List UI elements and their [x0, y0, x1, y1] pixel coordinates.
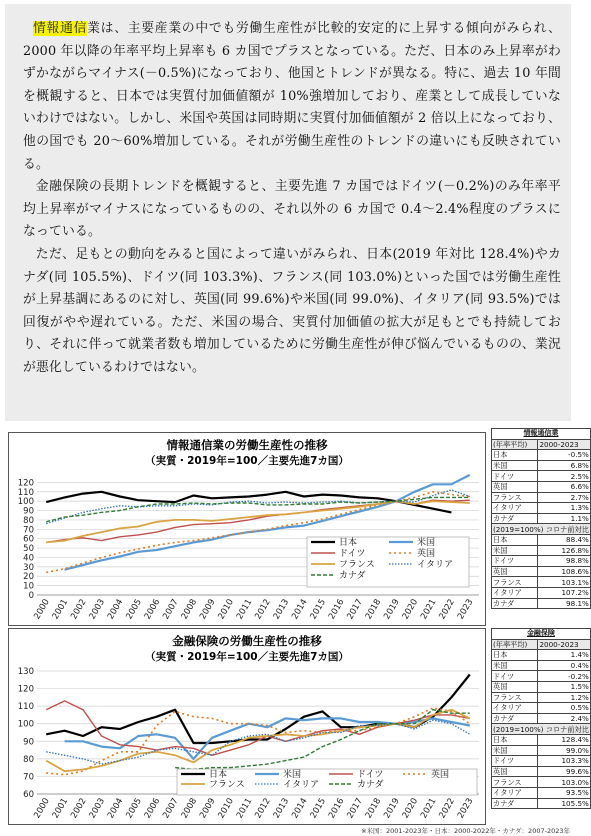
legend-label: ドイツ: [339, 549, 366, 559]
x-tick-label: 2000: [32, 796, 52, 821]
table-cell-country: ドイツ: [492, 671, 538, 682]
chart-svg: [9, 629, 485, 822]
x-tick-label: 2000: [32, 597, 52, 622]
chart-title: 金融保険の労働生産性の推移: [172, 634, 322, 648]
table-cell-value: -0.5%: [538, 450, 590, 461]
table-row: [492, 492, 591, 503]
table-cell-country: 英国: [492, 566, 538, 577]
y-tick-label: 90: [23, 506, 34, 517]
table-row: [492, 534, 591, 545]
x-tick-label: 2001: [50, 597, 71, 622]
table-cell-country: ドイツ: [492, 556, 538, 567]
paragraph-3: ただ、足もとの動向をみると国によって違いがみられ、日本(2019 年対比 128.4%)やカナダ(同 105.5%)、ドイツ(同 103.3%)、フランス(同 103.0%)といった国では労働生産性が上昇基調にあるのに対し、英国(同 99.6%)や米国(同 99.0%)、イタリア(同 93.5%)では回復がやや遅れている。ただ、米国の場合、実質付加価値の拡大が足もとでも持続しており、それに伴って就業者数も増加しているために労働生産性が伸び悩んでいるものの、業況が悪化しているわけではない。: [23, 246, 561, 375]
x-tick-label: 2021: [419, 597, 439, 622]
x-tick-label: 2008: [179, 796, 200, 821]
y-tick-label: 50: [23, 544, 34, 555]
table-cell-country: フランス: [492, 492, 538, 503]
table-row: [492, 503, 591, 514]
table-cell-country: フランス: [492, 577, 538, 588]
x-tick-label: 2023: [455, 597, 476, 622]
x-tick-label: 2016: [326, 597, 347, 622]
body-text: [5, 4, 571, 421]
table-row: [492, 713, 591, 724]
table-row: [492, 798, 591, 809]
x-tick-label: 2006: [142, 597, 163, 622]
table-header-period: 2000-2023: [538, 439, 590, 450]
table-cell-value: 2.7%: [538, 492, 590, 503]
x-tick-label: 2014: [290, 796, 310, 821]
table-header-covid: (2019=100%) コロナ前対比: [493, 524, 589, 534]
chart-title: 情報通信業の労働生産性の推移: [166, 438, 328, 452]
table-cell-value: 0.4%: [538, 660, 590, 671]
table-row: [492, 756, 591, 767]
chart-subtitle: （実質・2019年=100／主要先進7カ国）: [145, 651, 349, 663]
table-cell-value: 2.4%: [538, 713, 590, 724]
table-cell-country: 英国: [492, 481, 538, 492]
table-cell-country: 米国: [492, 660, 538, 671]
table-ict-growth: [491, 428, 591, 609]
footnote: ※米国：2001-2023年・日本：2000-2022年・カナダ：2007-2023年: [361, 827, 570, 835]
y-tick-label: 100: [17, 719, 34, 730]
x-tick-label: 2002: [69, 796, 89, 821]
chart-subtitle: （実質・2019年=100／主要先進7カ国）: [145, 455, 349, 467]
table-row: [492, 745, 591, 756]
table-cell-country: イタリア: [492, 503, 538, 514]
y-tick-label: 130: [17, 667, 34, 677]
series-line-日本: [46, 675, 470, 744]
y-tick-label: 80: [23, 515, 34, 526]
y-tick-label: 40: [23, 553, 34, 564]
table-cell-country: 日本: [492, 734, 538, 745]
legend-label: 日本: [209, 770, 228, 780]
table-header-period: 2000-2023: [538, 639, 590, 650]
table-cell-value: 6.6%: [538, 481, 590, 492]
series-line-イタリア: [46, 720, 470, 764]
table-cell-value: 93.5%: [538, 787, 590, 798]
y-tick-label: 70: [23, 525, 34, 536]
legend-label: イタリア: [417, 560, 454, 570]
x-tick-label: 2022: [437, 796, 457, 821]
legend-label: 米国: [283, 770, 302, 780]
legend-label: フランス: [209, 780, 245, 790]
table-cell-value: 103.0%: [538, 777, 590, 788]
table-cell-country: イタリア: [492, 703, 538, 714]
x-tick-label: 2022: [437, 597, 457, 622]
x-tick-label: 2002: [69, 597, 89, 622]
highlighted-term: 情報通信: [33, 21, 88, 36]
x-tick-label: 2015: [308, 597, 329, 622]
table-cell-value: 1.1%: [538, 513, 590, 524]
x-tick-label: 2005: [124, 597, 144, 622]
table-row: [492, 777, 591, 788]
table-cell-value: 88.4%: [538, 534, 590, 545]
x-tick-label: 2012: [253, 796, 273, 821]
x-tick-label: 2020: [400, 796, 421, 821]
table-row: [492, 481, 591, 492]
y-tick-label: 110: [17, 487, 34, 498]
paragraph-2: 金融保険の長期トレンドを概観すると、主要先進 7 カ国ではドイツ(－0.2%)のみ年率平均上昇率がマイナスになっているものの、それ以外の 6 カ国で 0.4～2.4%程度のプラスになっている。: [23, 179, 561, 240]
y-tick-label: 80: [23, 754, 34, 765]
x-tick-label: 2010: [216, 597, 236, 622]
table-row: [492, 556, 591, 567]
table-cell-value: 2.5%: [538, 471, 590, 482]
table-row: [492, 450, 591, 461]
chart-svg: [9, 433, 485, 623]
table-cell-value: 98.1%: [538, 598, 590, 609]
table-cell-value: 108.6%: [538, 566, 590, 577]
table-caption: 金融保険: [492, 629, 591, 640]
table-cell-country: 日本: [492, 650, 538, 661]
table-cell-value: 103.1%: [538, 577, 590, 588]
legend-label: カナダ: [357, 780, 384, 790]
x-tick-label: 2018: [363, 597, 384, 622]
table-cell-country: ドイツ: [492, 471, 538, 482]
table-cell-country: 米国: [492, 545, 538, 556]
table-row: [492, 671, 591, 682]
x-tick-label: 2009: [198, 796, 218, 821]
legend-label: 日本: [339, 538, 358, 548]
x-tick-label: 2023: [455, 796, 476, 821]
series-line-フランス: [46, 501, 470, 542]
table-row: [492, 692, 591, 703]
x-tick-label: 2004: [105, 597, 126, 622]
table-caption: 情報通信業: [492, 429, 591, 440]
table-cell-value: 107.2%: [538, 587, 590, 598]
table-cell-value: 105.5%: [538, 798, 590, 809]
x-tick-label: 2015: [308, 796, 329, 821]
x-tick-label: 2003: [87, 796, 108, 821]
x-tick-label: 2007: [161, 597, 181, 622]
y-tick-label: 70: [23, 772, 34, 783]
table-row: [492, 513, 591, 524]
y-tick-label: 10: [23, 581, 34, 592]
table-cell-value: 1.5%: [538, 681, 590, 692]
table-cell-country: カナダ: [492, 713, 538, 724]
y-tick-label: 120: [17, 684, 34, 695]
legend-label: 米国: [417, 538, 436, 548]
table-row: [492, 598, 591, 609]
x-tick-label: 2013: [271, 796, 292, 821]
series-line-ドイツ: [46, 500, 470, 542]
y-tick-label: 30: [23, 562, 34, 573]
paragraph-1: [23, 18, 561, 176]
x-tick-label: 2019: [382, 597, 402, 622]
x-tick-label: 2012: [253, 597, 273, 622]
x-tick-label: 2011: [234, 796, 255, 821]
x-tick-label: 2021: [419, 796, 439, 821]
legend-label: イタリア: [283, 780, 320, 790]
chart-finance-productivity: [8, 628, 486, 825]
table-finance-growth: [491, 628, 591, 809]
table-cell-country: カナダ: [492, 513, 538, 524]
x-tick-label: 2001: [50, 796, 71, 821]
table-cell-country: イタリア: [492, 787, 538, 798]
table-cell-value: 0.5%: [538, 703, 590, 714]
table-cell-country: 日本: [492, 534, 538, 545]
table-cell-value: 98.8%: [538, 556, 590, 567]
table-row: [492, 787, 591, 798]
y-tick-label: 20: [23, 572, 34, 583]
table-row: [492, 460, 591, 471]
y-tick-label: 120: [17, 478, 34, 489]
table-cell-value: -0.2%: [538, 671, 590, 682]
x-tick-label: 2005: [124, 796, 144, 821]
table-row: [492, 681, 591, 692]
x-tick-label: 2003: [87, 597, 108, 622]
legend-label: ドイツ: [357, 770, 384, 780]
table-row: [492, 766, 591, 777]
y-tick-label: 0: [28, 591, 34, 601]
table-cell-country: イタリア: [492, 587, 538, 598]
table-cell-country: フランス: [492, 777, 538, 788]
paragraph-1-text: 業は、主要産業の中でも労働生産性が比較的安定的に上昇する傾向がみられ、2000 年以降の年率平均上昇率も 6 カ国でプラスとなっている。ただ、日本のみ上昇率がわずかながらマイナス(－0.5%)になっており、他国とトレンドが異なる。特に、過去 10 年間を概観すると、日本では実質付加価値額が 10%強増加しており、産業として成長していないわけではない。しかし、米国や英国は同時期に実質付加価値額が 2 倍以上になっており、他の国でも 20～60%増加している。それが労働生産性のトレンドの違いにも反映されている。: [23, 21, 561, 172]
table-row: [492, 577, 591, 588]
y-tick-label: 60: [23, 534, 34, 545]
legend-label: 英国: [431, 770, 450, 780]
table-cell-country: 英国: [492, 681, 538, 692]
x-tick-label: 2004: [105, 796, 126, 821]
table-row: [492, 587, 591, 598]
table-cell-country: 英国: [492, 766, 538, 777]
table-cell-value: 128.4%: [538, 734, 590, 745]
table-header: (年率平均): [492, 439, 538, 450]
table-row: [492, 734, 591, 745]
table-header: (年率平均): [492, 639, 538, 650]
x-tick-label: 2007: [161, 796, 181, 821]
table-cell-value: 1.2%: [538, 692, 590, 703]
x-tick-label: 2017: [345, 796, 365, 821]
y-tick-label: 110: [17, 702, 34, 713]
table-cell-country: 米国: [492, 460, 538, 471]
table-cell-value: 99.0%: [538, 745, 590, 756]
x-tick-label: 2006: [142, 796, 163, 821]
y-tick-label: 100: [17, 497, 34, 508]
table-cell-country: カナダ: [492, 798, 538, 809]
x-tick-label: 2009: [198, 597, 218, 622]
table-cell-country: 米国: [492, 745, 538, 756]
x-tick-label: 2016: [326, 796, 347, 821]
table-cell-country: ドイツ: [492, 756, 538, 767]
table-cell-country: カナダ: [492, 598, 538, 609]
legend-label: カナダ: [339, 571, 366, 581]
x-tick-label: 2017: [345, 597, 365, 622]
x-tick-label: 2014: [290, 597, 310, 622]
x-tick-label: 2008: [179, 597, 200, 622]
table-cell-value: 1.4%: [538, 650, 590, 661]
table-row: [492, 566, 591, 577]
table-row: [492, 545, 591, 556]
table-cell-value: 126.8%: [538, 545, 590, 556]
x-tick-label: 2010: [216, 796, 236, 821]
legend-label: フランス: [339, 560, 375, 570]
x-tick-label: 2020: [400, 597, 421, 622]
y-tick-label: 90: [23, 737, 34, 748]
table-header-covid: (2019=100%) コロナ前対比: [493, 724, 589, 734]
table-cell-country: 日本: [492, 450, 538, 461]
y-tick-label: 60: [23, 790, 34, 800]
table-cell-country: フランス: [492, 692, 538, 703]
x-tick-label: 2011: [234, 597, 255, 622]
table-row: [492, 471, 591, 482]
table-row: [492, 650, 591, 661]
table-cell-value: 6.8%: [538, 460, 590, 471]
table-cell-value: 99.6%: [538, 766, 590, 777]
table-row: [492, 660, 591, 671]
x-tick-label: 2013: [271, 597, 292, 622]
table-cell-value: 1.3%: [538, 503, 590, 514]
table-row: [492, 703, 591, 714]
chart-ict-productivity: [8, 432, 486, 626]
table-cell-value: 103.3%: [538, 756, 590, 767]
x-tick-label: 2019: [382, 796, 402, 821]
legend-label: 英国: [417, 549, 436, 559]
x-tick-label: 2018: [363, 796, 384, 821]
